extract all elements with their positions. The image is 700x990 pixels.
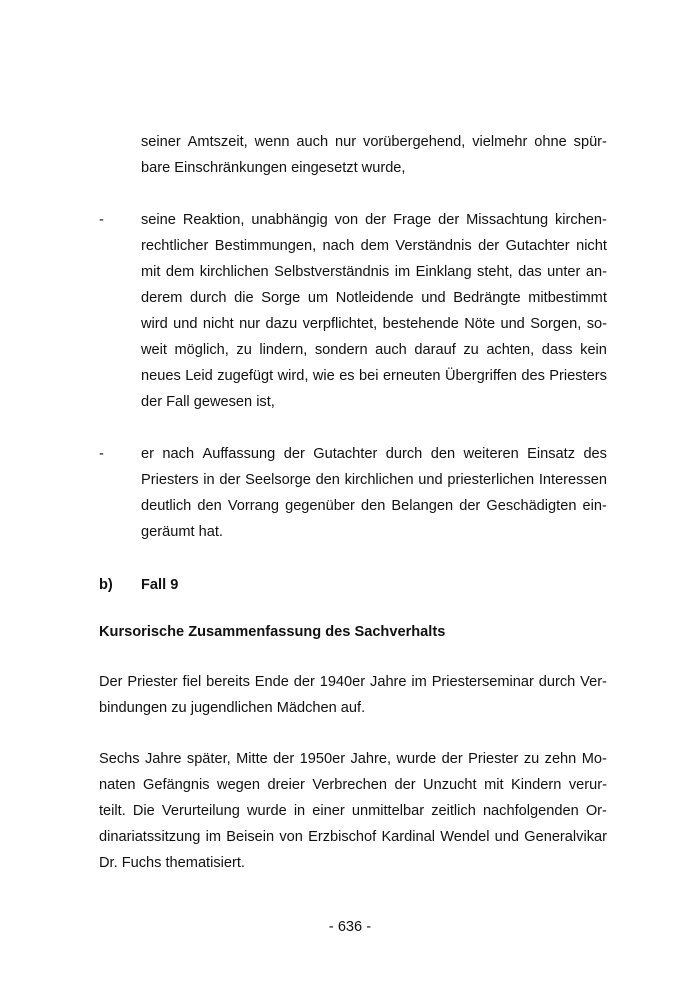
section-label: b) <box>99 577 113 593</box>
paragraph-2-line-2: naten Gefängnis wegen dreier Verbrechen der Unzucht mit Kindern verur- <box>99 777 607 793</box>
paragraph-2-line-3: teilt. Die Verurteilung wurde in einer unmittelbar zeitlich nachfolgenden Or- <box>99 803 607 819</box>
bullet-interests-line-3: deutlich den Vorrang gegenüber den Belangen der Geschädigten ein- <box>141 498 607 514</box>
bullet-reaction-line-3: mit dem kirchlichen Selbstverständnis im Einklang steht, das unter an- <box>141 264 607 280</box>
bullet-reaction-line-8: der Fall gewesen ist, <box>141 394 275 410</box>
bullet-reaction-line-5: wird und nicht nur dazu verpflichtet, bestehende Nöte und Sorgen, so- <box>141 316 607 332</box>
bullet-reaction-line-7: neues Leid zugefügt wird, wie es bei erneuten Übergriffen des Priesters <box>141 368 607 384</box>
bullet-reaction-line-6: weit möglich, zu lindern, sondern auch darauf zu achten, dass kein <box>141 342 607 358</box>
bullet-interests-line-1: er nach Auffassung der Gutachter durch den weiteren Einsatz des <box>141 446 607 462</box>
bullet-reaction-line-2: rechtlicher Bestimmungen, nach dem Verständnis der Gutachter nicht <box>141 238 607 254</box>
bullet-dash-interests: - <box>99 446 104 462</box>
paragraph-2-line-5: Dr. Fuchs thematisiert. <box>99 855 245 871</box>
paragraph-1-line-2: bindungen zu jugendlichen Mädchen auf. <box>99 700 366 716</box>
continued-item-line-2: bare Einschränkungen eingesetzt wurde, <box>141 160 406 176</box>
bullet-reaction-line-4: derem durch die Sorge um Notleidende und Bedrängte mitbestimmt <box>141 290 607 306</box>
bullet-reaction-line-1: seine Reaktion, unabhängig von der Frage der Missachtung kirchen- <box>141 212 607 228</box>
paragraph-2-line-4: dinariatssitzung im Beisein von Erzbischof Kardinal Wendel und Generalvikar <box>99 829 607 845</box>
bullet-interests-line-4: geräumt hat. <box>141 524 223 540</box>
section-title: Fall 9 <box>141 577 179 593</box>
subheading: Kursorische Zusammenfassung des Sachverhalts <box>99 624 446 640</box>
bullet-dash-reaction: - <box>99 212 104 228</box>
bullet-interests-line-2: Priesters in der Seelsorge den kirchlichen und priesterlichen Interessen <box>141 472 607 488</box>
paragraph-2-line-1: Sechs Jahre später, Mitte der 1950er Jahre, wurde der Priester zu zehn Mo- <box>99 751 607 767</box>
page-number: - 636 - <box>328 919 372 935</box>
continued-item-line-1: seiner Amtszeit, wenn auch nur vorübergehend, vielmehr ohne spür- <box>141 134 607 150</box>
paragraph-1-line-1: Der Priester fiel bereits Ende der 1940er Jahre im Priesterseminar durch Ver- <box>99 674 607 690</box>
